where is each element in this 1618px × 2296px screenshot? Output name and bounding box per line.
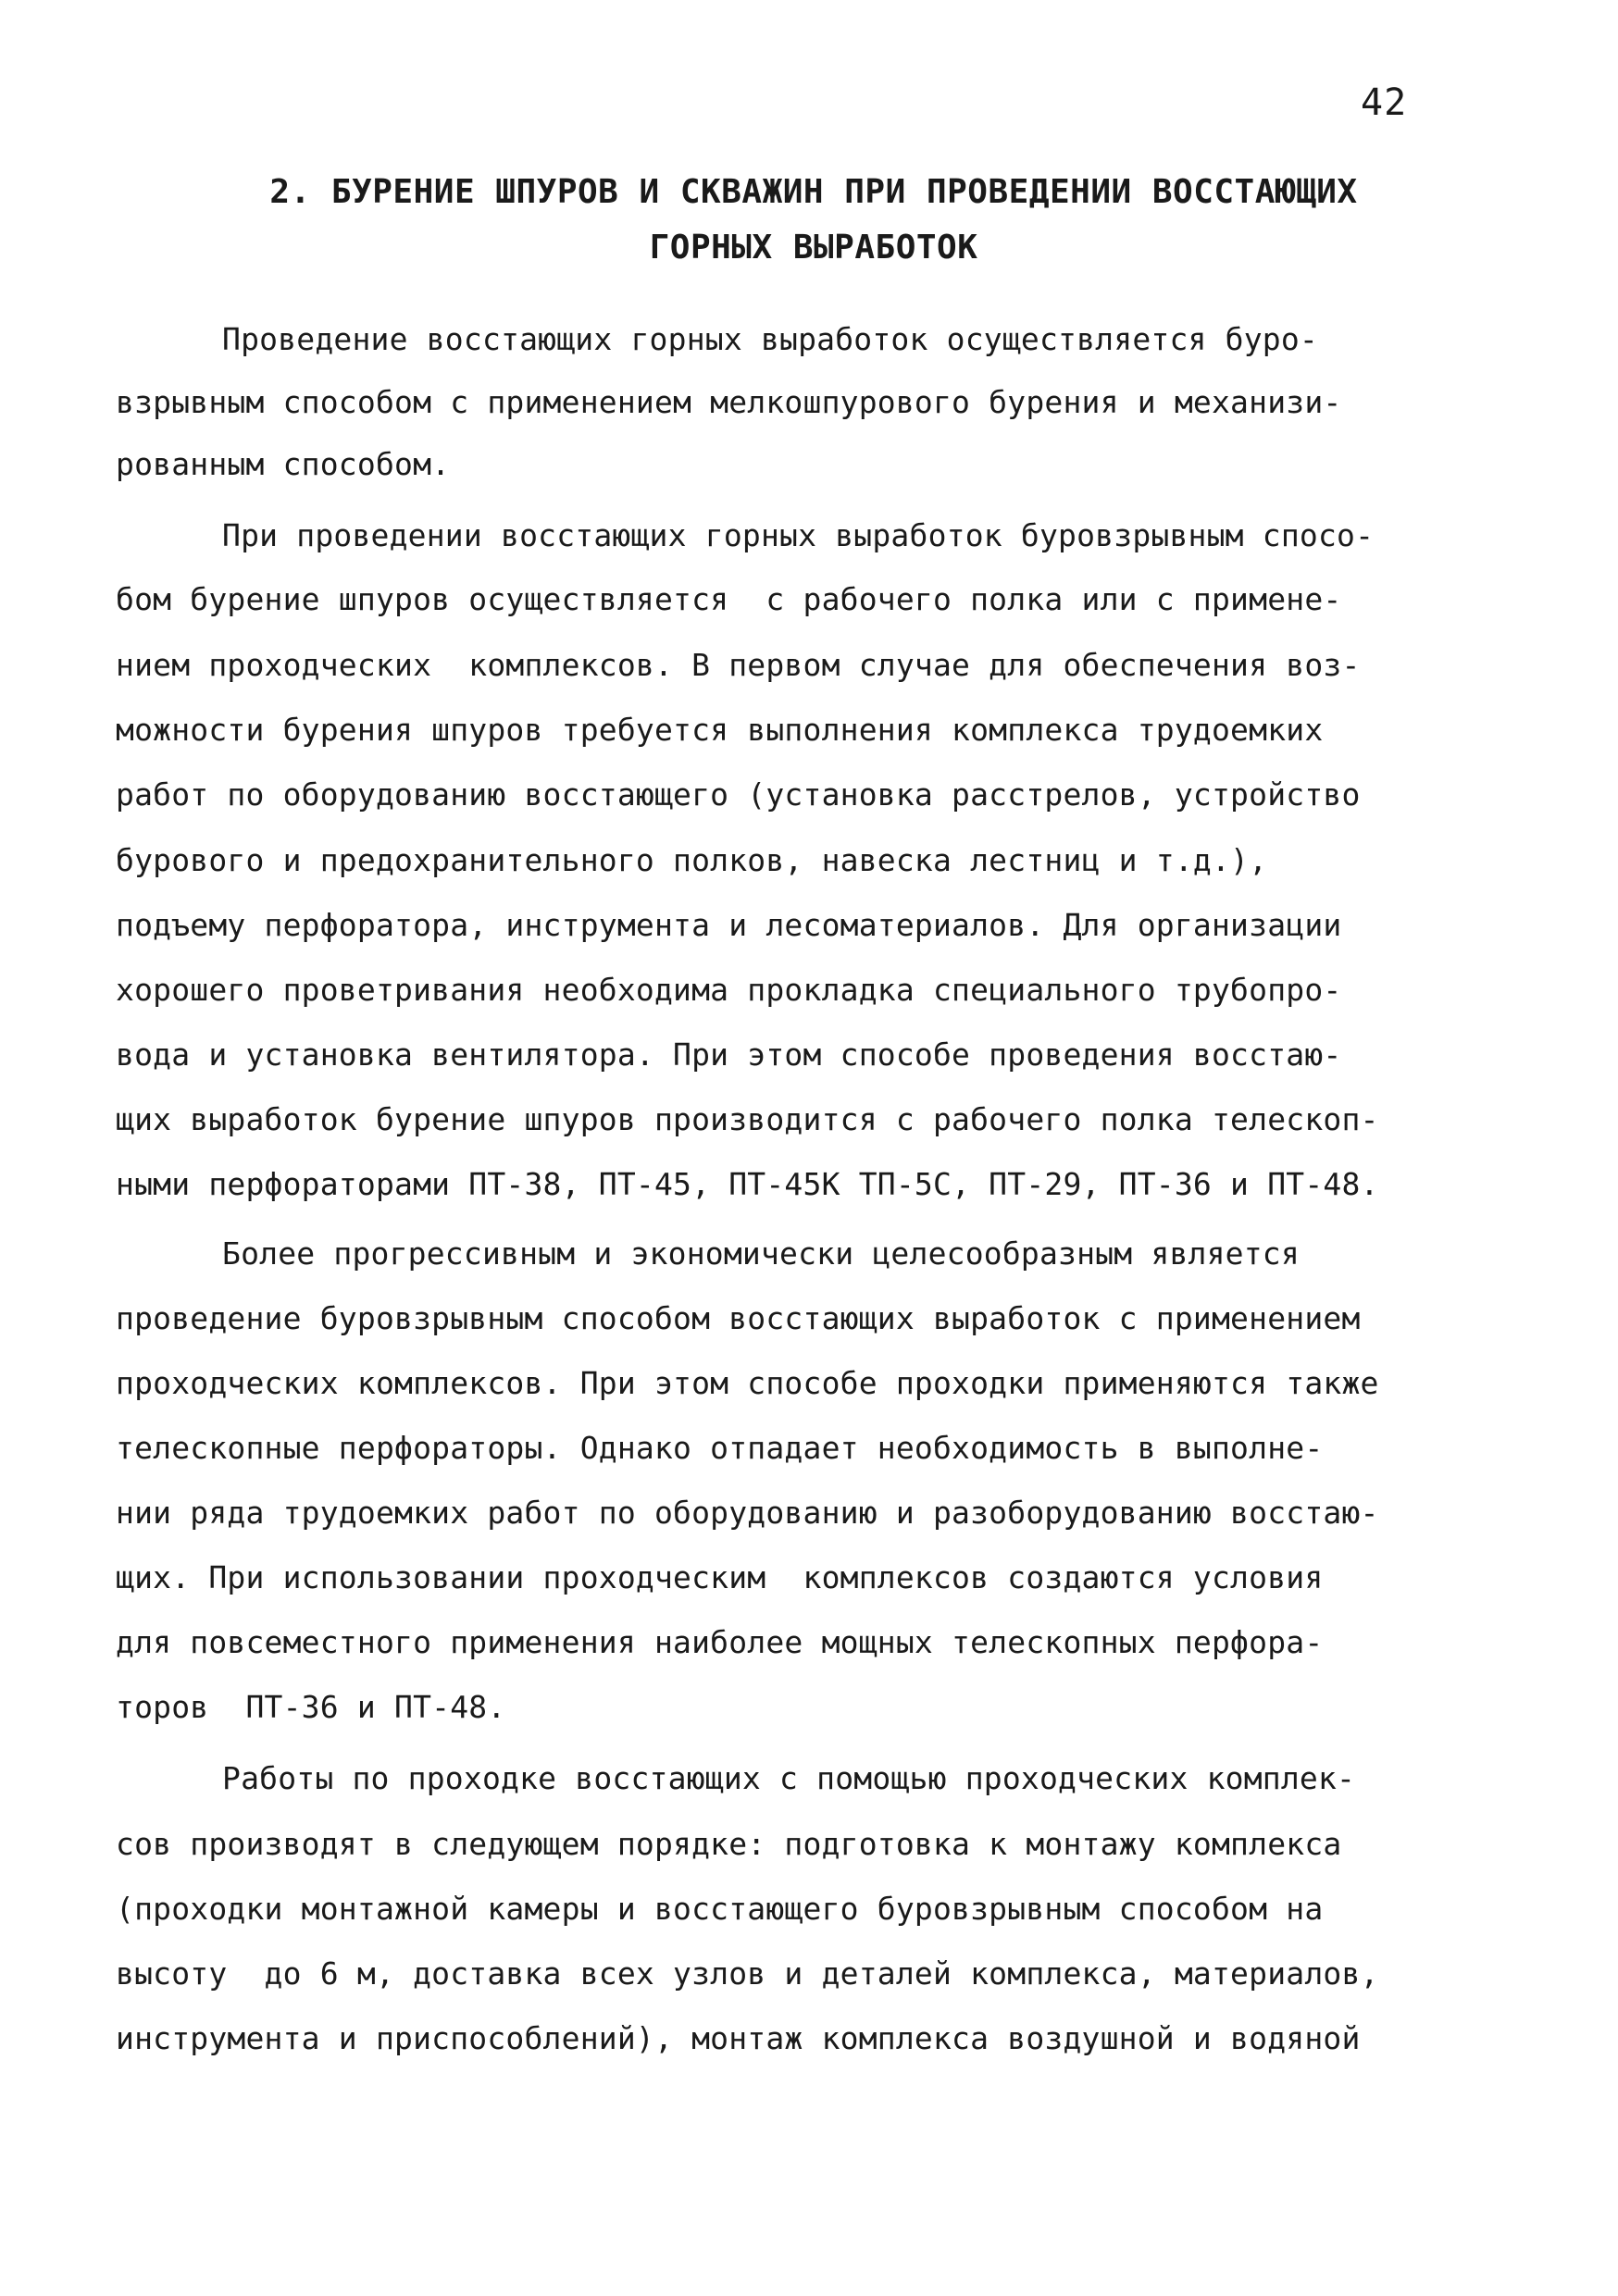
text-line: подъему перфоратора, инструмента и лесоматериалов. Для организации [116,907,1342,943]
text-line: (проходки монтажной камеры и восстающего буровзрывным способом на [116,1891,1324,1927]
section-heading [0,165,1618,276]
heading-line-1: 2. БУРЕНИЕ ШПУРОВ И СКВАЖИН ПРИ ПРОВЕДЕНИИ ВОССТАЮЩИХ [269,173,1358,211]
text-line: проведение буровзрывным способом восстающих выработок с применением [116,1300,1361,1336]
text-line: сов производят в следующем порядке: подготовка к монтажу комплекса [116,1826,1342,1862]
text-line: хорошего проветривания необходима прокладка специального трубопро- [116,972,1342,1008]
text-line: щих выработок бурение шпуров производится с рабочего полка телескоп- [116,1101,1379,1137]
text-line: Проведение восстающих горных выработок осуществляется буро- [222,321,1318,357]
text-line: телескопные перфораторы. Однако отпадает необходимость в выполне- [116,1430,1324,1466]
text-line: для повсеместного применения наиболее мощных телескопных перфора- [116,1624,1324,1660]
text-line: нии ряда трудоемких работ по оборудованию и разоборудованию восстаю- [116,1495,1379,1531]
text-line: работ по оборудованию восстающего (установка расстрелов, устройство [116,776,1361,813]
text-line: высоту до 6 м, доставка всех узлов и деталей комплекса, материалов, [116,1955,1379,1992]
text-line: бом бурение шпуров осуществляется с рабочего полка или с примене- [116,581,1342,617]
text-line: нием проходческих комплексов. В первом случае для обеспечения воз- [116,647,1361,683]
text-line: Более прогрессивным и экономически целесообразным является [222,1235,1300,1272]
text-line: ными перфораторами ПТ-38, ПТ-45, ПТ-45К ТП-5С, ПТ-29, ПТ-36 и ПТ-48. [116,1166,1379,1202]
text-line: вода и установка вентилятора. При этом способе проведения восстаю- [116,1036,1342,1073]
text-line: бурового и предохранительного полков, навеска лестниц и т.д.), [116,842,1268,878]
page-number: 42 [1361,81,1408,124]
text-line: При проведении восстающих горных выработок буровзрывным спосо- [222,517,1375,553]
text-line: Работы по проходке восстающих с помощью проходческих комплек- [222,1760,1356,1796]
text-line: рованным способом. [116,446,451,482]
text-line: торов ПТ-36 и ПТ-48. [116,1689,506,1725]
text-line: взрывным способом с применением мелкошпурового бурения и механизи- [116,384,1342,420]
text-line: можности бурения шпуров требуется выполнения комплекса трудоемких [116,712,1324,748]
text-line: инструмента и приспособлений), монтаж комплекса воздушной и водяной [116,2020,1361,2056]
heading-line-2: ГОРНЫХ ВЫРАБОТОК [649,229,978,267]
text-line: щих. При использовании проходческим комплексов создаются условия [116,1559,1324,1595]
text-line: проходческих комплексов. При этом способе проходки применяются также [116,1365,1379,1401]
